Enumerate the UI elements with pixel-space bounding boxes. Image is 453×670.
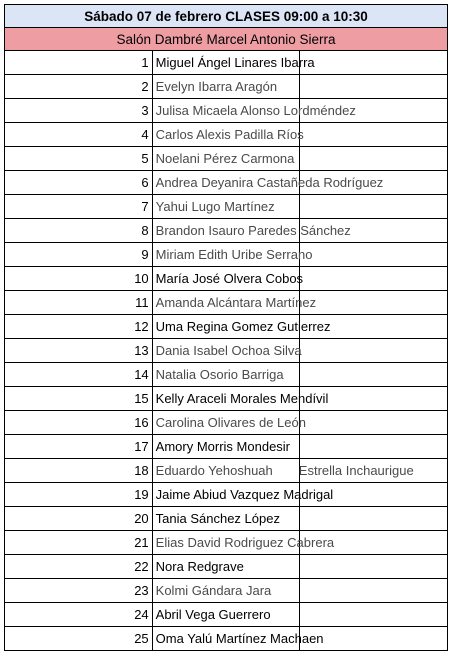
student-name: Evelyn Ibarra Aragón (155, 79, 278, 94)
student-name-cell (152, 531, 335, 555)
table-row (5, 411, 448, 435)
student-name-cell (152, 171, 384, 195)
student-name-cell (152, 315, 331, 339)
student-name: Carlos Alexis Padilla Ríos (155, 127, 304, 142)
student-name-cell (152, 555, 300, 579)
blank-cell[interactable] (300, 195, 448, 219)
student-name-cell (152, 483, 334, 507)
blank-cell[interactable] (300, 435, 448, 459)
blank-cell[interactable] (300, 579, 448, 603)
student-name: Miguel Ángel Linares Ibarra (155, 55, 315, 70)
blank-cell[interactable] (300, 123, 448, 147)
student-name: Noelani Pérez Carmona (155, 151, 295, 166)
row-number: 23 (5, 579, 153, 603)
table-row (5, 195, 448, 219)
blank-cell[interactable] (300, 507, 448, 531)
table-row (5, 627, 448, 651)
table-row (5, 339, 448, 363)
student-name-cell (152, 627, 324, 651)
row-number: 2 (5, 75, 153, 99)
row-number: 18 (5, 459, 153, 483)
table-row (5, 387, 448, 411)
table-row (5, 555, 448, 579)
student-name-cell (152, 507, 300, 531)
student-name-cell (152, 219, 351, 243)
student-name-cell (152, 459, 414, 483)
student-name-cell (152, 291, 317, 315)
student-name: Brandon Isauro Paredes Sánchez (155, 223, 351, 238)
student-name-cell (152, 603, 300, 627)
row-number: 3 (5, 99, 153, 123)
student-name-cell (152, 99, 356, 123)
student-name-cell (152, 123, 304, 147)
blank-cell[interactable] (300, 75, 448, 99)
table-row (5, 243, 448, 267)
student-name-cell (152, 363, 300, 387)
room-name: Salón Dambré Marcel Antonio Sierra (5, 28, 448, 51)
student-name: Kelly Araceli Morales Mendívil (155, 391, 329, 406)
student-name-cell (152, 195, 300, 219)
student-name: Yahui Lugo Martínez (155, 199, 275, 214)
row-number: 16 (5, 411, 153, 435)
sheet-body (5, 5, 448, 651)
student-name: Carolina Olivares de León (155, 415, 306, 430)
row-number: 21 (5, 531, 153, 555)
table-row (5, 435, 448, 459)
student-name-cell (152, 75, 300, 99)
student-name-secondary: Estrella Inchaurigue (298, 463, 414, 478)
student-name: Julisa Micaela Alonso Lordméndez (155, 103, 356, 118)
student-name: Tania Sánchez López (155, 511, 280, 526)
row-number: 7 (5, 195, 153, 219)
student-name-cell (152, 267, 304, 291)
table-row (5, 267, 448, 291)
row-number: 8 (5, 219, 153, 243)
student-name: Amanda Alcántara Martínez (155, 295, 317, 310)
blank-cell[interactable] (300, 147, 448, 171)
blank-cell[interactable] (300, 363, 448, 387)
table-row (5, 123, 448, 147)
table-row (5, 531, 448, 555)
title-row (5, 5, 448, 28)
student-name-cell (152, 147, 300, 171)
room-row (5, 28, 448, 51)
table-row (5, 507, 448, 531)
row-number: 11 (5, 291, 153, 315)
row-number: 6 (5, 171, 153, 195)
student-name: Elias David Rodriguez Cabrera (155, 535, 335, 550)
blank-cell[interactable] (300, 411, 448, 435)
student-name: María José Olvera Cobos (155, 271, 304, 286)
attendance-sheet (4, 4, 448, 651)
student-name: Kolmi Gándara Jara (155, 583, 272, 598)
student-name: Amory Morris Mondesir (155, 439, 291, 454)
blank-cell[interactable] (300, 51, 448, 75)
row-number: 25 (5, 627, 153, 651)
row-number: 4 (5, 123, 153, 147)
student-name: Abril Vega Guerrero (155, 607, 271, 622)
table-row (5, 459, 448, 483)
student-name: Dania Isabel Ochoa Silva (155, 343, 302, 358)
student-name-cell (152, 579, 300, 603)
student-name-cell (152, 411, 306, 435)
row-number: 22 (5, 555, 153, 579)
table-row (5, 171, 448, 195)
row-number: 19 (5, 483, 153, 507)
blank-cell[interactable] (300, 603, 448, 627)
student-name: Jaime Abiud Vazquez Madrigal (155, 487, 334, 502)
student-name: Eduardo Yehoshuah (155, 463, 273, 478)
blank-cell[interactable] (300, 243, 448, 267)
blank-cell[interactable] (300, 267, 448, 291)
table-row (5, 291, 448, 315)
table-row (5, 51, 448, 75)
student-name-cell (152, 51, 315, 75)
row-number: 9 (5, 243, 153, 267)
student-name: Nora Redgrave (155, 559, 244, 574)
table-row (5, 219, 448, 243)
row-number: 13 (5, 339, 153, 363)
row-number: 14 (5, 363, 153, 387)
student-name: Uma Regina Gomez Gutierrez (155, 319, 331, 334)
table-row (5, 315, 448, 339)
row-number: 24 (5, 603, 153, 627)
table-row (5, 483, 448, 507)
student-name-cell (152, 339, 300, 363)
student-name: Miriam Edith Uribe Serrano (155, 247, 313, 262)
row-number: 10 (5, 267, 153, 291)
table-row (5, 147, 448, 171)
blank-cell[interactable] (300, 339, 448, 363)
row-number: 12 (5, 315, 153, 339)
student-name-cell (152, 387, 329, 411)
student-name: Oma Yalú Martínez Machaen (155, 631, 324, 646)
row-number: 5 (5, 147, 153, 171)
table-row (5, 75, 448, 99)
table-row (5, 99, 448, 123)
student-name-cell (152, 243, 313, 267)
student-name: Natalia Osorio Barriga (155, 367, 284, 382)
table-row (5, 363, 448, 387)
row-number: 1 (5, 51, 153, 75)
row-number: 17 (5, 435, 153, 459)
row-number: 20 (5, 507, 153, 531)
student-name-cell (152, 435, 300, 459)
blank-cell[interactable] (300, 291, 448, 315)
sheet-title: Sábado 07 de febrero CLASES 09:00 a 10:30 (5, 5, 448, 28)
blank-cell[interactable] (300, 555, 448, 579)
table-row (5, 579, 448, 603)
table-row (5, 603, 448, 627)
row-number: 15 (5, 387, 153, 411)
student-name: Andrea Deyanira Castañeda Rodríguez (155, 175, 384, 190)
